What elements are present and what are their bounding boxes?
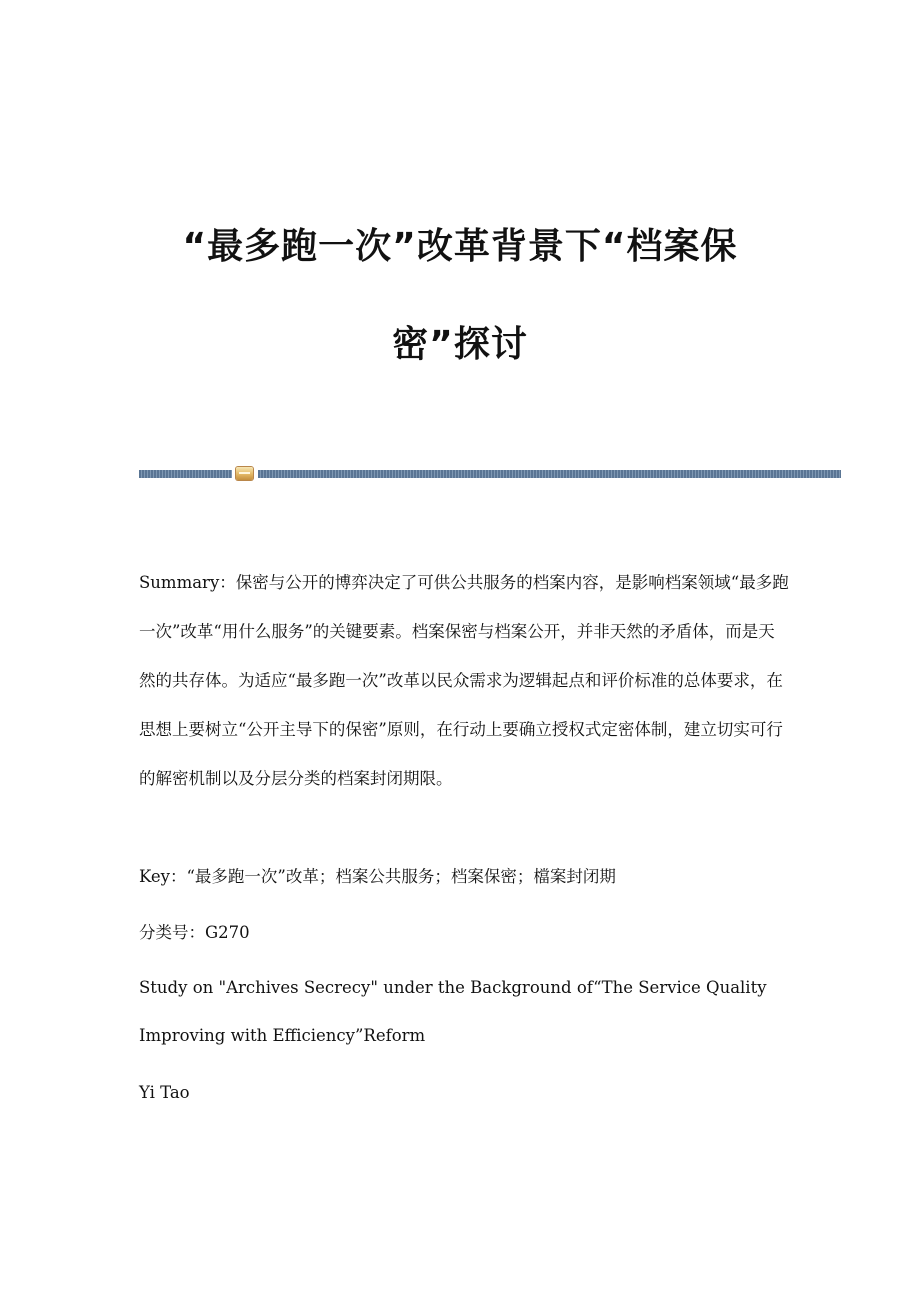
- document-title-line-2: 密”探讨: [392, 324, 528, 365]
- english-title: Study on "Archives Secrecy" under the Background of“The Service Quality Improving with Efficiency”Reform: [139, 978, 767, 1045]
- classification-number: 分类号：G270: [139, 923, 250, 942]
- ornament-icon: [236, 467, 253, 480]
- divider-bar-right: [258, 470, 841, 478]
- keywords-line: Key：“最多跑一次”改革；档案公共服务；档案保密；檔案封闭期: [139, 867, 616, 886]
- summary-paragraph: Summary：保密与公开的博弈决定了可供公共服务的档案内容，是影响档案领域“最多跑一次”改革“用什么服务”的关键要素。档案保密与档案公开，并非天然的矛盾体，而是天然的共存体。为适应“最多跑一次”改革以民众需求为逻辑起点和评价标准的总体要求，在思想上要树立“公开主导下的保密”原则，在行动上要确立授权式定密体制，建立切实可行的解密机制以及分层分类的档案封闭期限。: [139, 573, 789, 788]
- author-name: Yi Tao: [139, 1083, 190, 1102]
- divider-bar-left: [139, 470, 232, 478]
- decorative-divider: [139, 466, 841, 482]
- document-title-line-1: “最多跑一次”改革背景下“档案保: [182, 226, 738, 267]
